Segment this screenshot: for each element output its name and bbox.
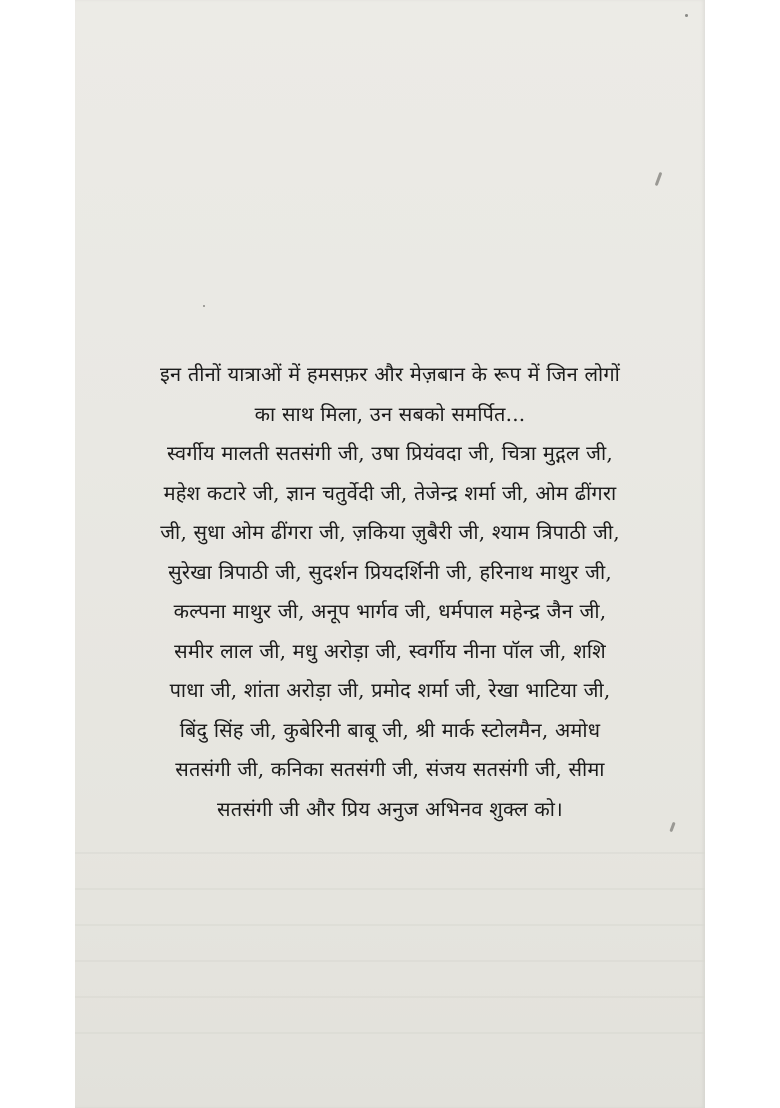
- dedication-name-line: जी, सुधा ओम ढींगरा जी, ज़किया ज़ुबैरी जी, श्याम त्रिपाठी जी,: [160, 520, 620, 544]
- dedication-intro-line: का साथ मिला, उन सबको समर्पित...: [254, 401, 526, 426]
- dedication-intro-line: इन तीनों यात्राओं में हमसफ़र और मेज़बान के रूप में जिन लोगों: [159, 362, 621, 386]
- dedication-text: [75, 355, 705, 829]
- dedication-name-line: समीर लाल जी, मधु अरोड़ा जी, स्वर्गीय नीना पॉल जी, शशि: [174, 638, 606, 663]
- paper-mark: [655, 172, 663, 186]
- dedication-name-line: स्वर्गीय मालती सतसंगी जी, उषा प्रियंवदा जी, चित्रा मुद्गल जी,: [167, 441, 613, 465]
- bleed-through-line: [75, 888, 705, 890]
- bleed-through-line: [75, 996, 705, 998]
- dedication-name-line: महेश कटारे जी, ज्ञान चतुर्वेदी जी, तेजेन्द्र शर्मा जी, ओम ढींगरा: [163, 480, 617, 505]
- book-page: [75, 0, 705, 1108]
- bleed-through-line: [75, 852, 705, 854]
- paper-speck: [685, 14, 688, 17]
- paper-speck: [203, 305, 205, 307]
- bleed-through-line: [75, 1032, 705, 1034]
- bleed-through-line: [75, 960, 705, 962]
- bleed-through-line: [75, 924, 705, 926]
- dedication-name-line: पाधा जी, शांता अरोड़ा जी, प्रमोद शर्मा जी, रेखा भाटिया जी,: [169, 678, 611, 702]
- dedication-name-line: बिंदु सिंह जी, कुबेरिनी बाबू जी, श्री मार्क स्टोलमैन, अमोध: [179, 717, 601, 742]
- dedication-name-line: कल्पना माथुर जी, अनूप भार्गव जी, धर्मपाल महेन्द्र जैन जी,: [173, 599, 607, 623]
- dedication-name-line: सतसंगी जी और प्रिय अनुज अभिनव शुक्ल को।: [217, 796, 563, 821]
- dedication-name-line: सतसंगी जी, कनिका सतसंगी जी, संजय सतसंगी जी, सीमा: [175, 757, 605, 781]
- dedication-name-line: सुरेखा त्रिपाठी जी, सुदर्शन प्रियदर्शिनी जी, हरिनाथ माथुर जी,: [168, 559, 612, 584]
